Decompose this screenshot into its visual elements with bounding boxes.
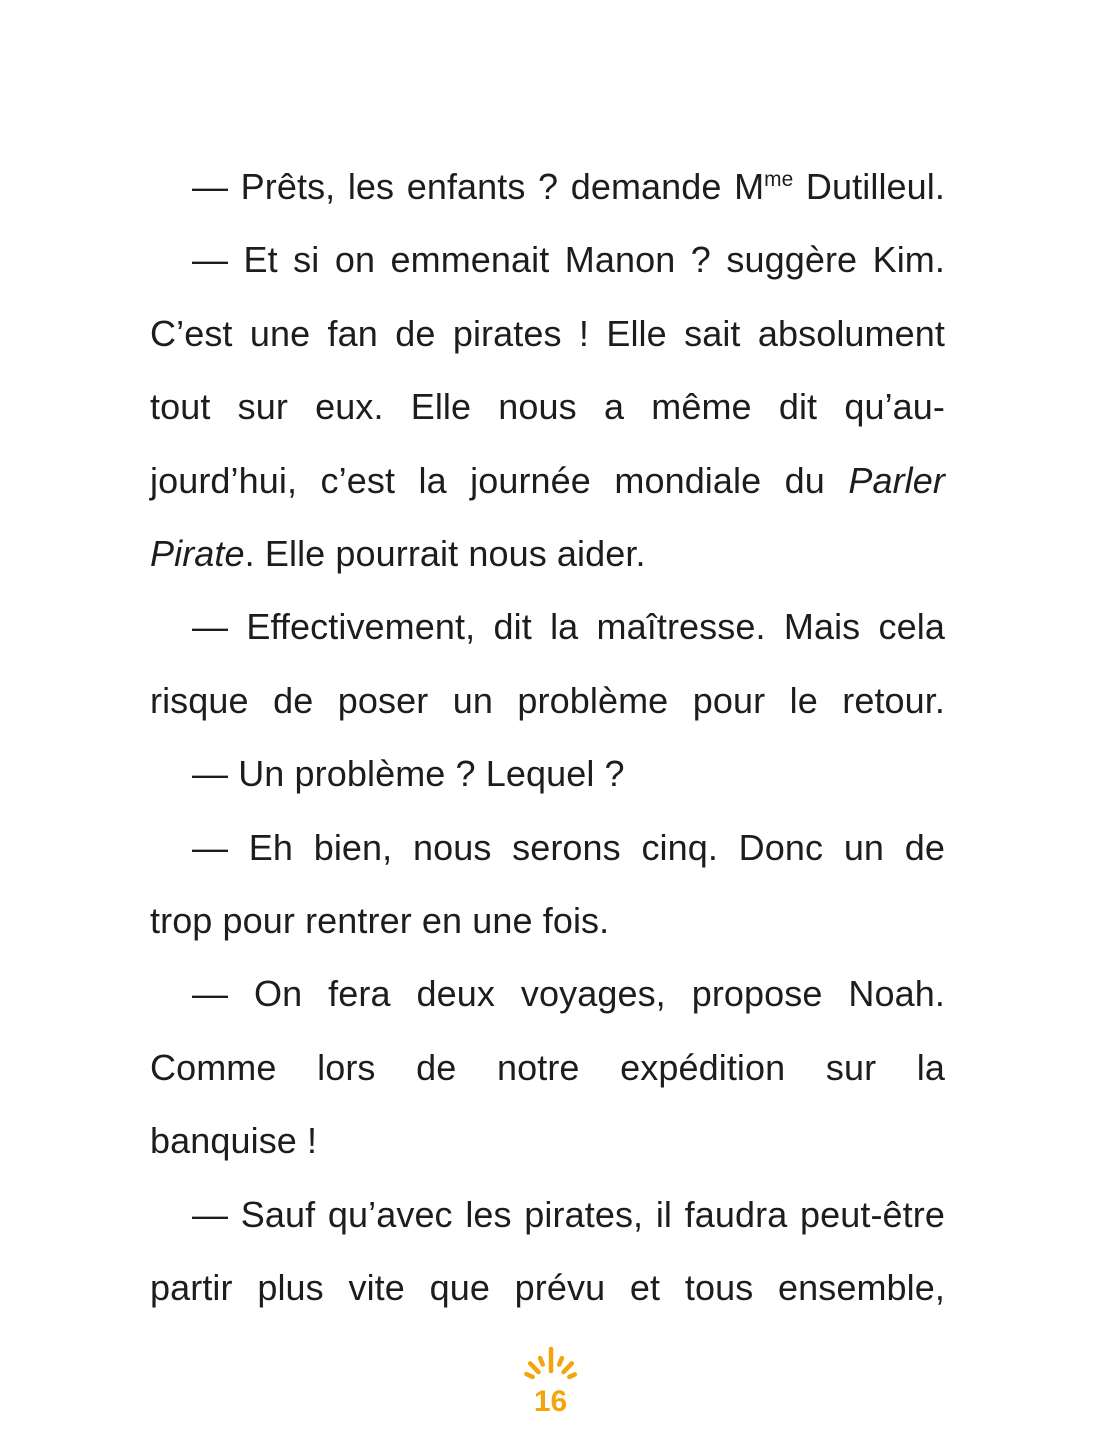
text-line: — Et si on emmenait Manon ? suggère Kim. — [192, 239, 945, 281]
text-line: Comme lors de notre expédition sur la — [150, 1046, 945, 1088]
text-line: banquise ! — [150, 1120, 318, 1162]
text-line: — Sauf qu’avec les pirates, il faudra peut-être — [192, 1193, 945, 1235]
text-line: — Prêts, les enfants ? demande $M^{me}$ Dutilleul. — [192, 166, 945, 207]
text-line: — Un problème ? Lequel ? — [192, 753, 625, 795]
text-line: partir plus vite que prévu et tous ensemble, — [150, 1267, 945, 1309]
text-line: — Effectivement, dit la maîtresse. Mais cela — [192, 606, 945, 648]
page-number: 16 — [533, 1385, 568, 1418]
page-footer — [0, 1335, 1101, 1417]
text-line: risque de poser un problème pour le retour. — [150, 679, 945, 721]
text-line: tout sur eux. Elle nous a même dit qu’au- — [150, 386, 945, 428]
text-line: — Eh bien, nous serons cinq. Donc un de — [192, 826, 945, 868]
story-text — [150, 150, 945, 1325]
text-line: — On fera deux voyages, propose Noah. — [192, 973, 945, 1015]
text-line: jourd’hui, c’est la journée mondiale du Parler — [150, 459, 945, 501]
text-line: Pirate. Elle pourrait nous aider. — [150, 533, 646, 575]
sparkle-rays-icon — [515, 1335, 587, 1385]
text-line: trop pour rentrer en une fois. — [150, 900, 610, 942]
text-line: C’est une fan de pirates ! Elle sait absolument — [150, 312, 945, 354]
